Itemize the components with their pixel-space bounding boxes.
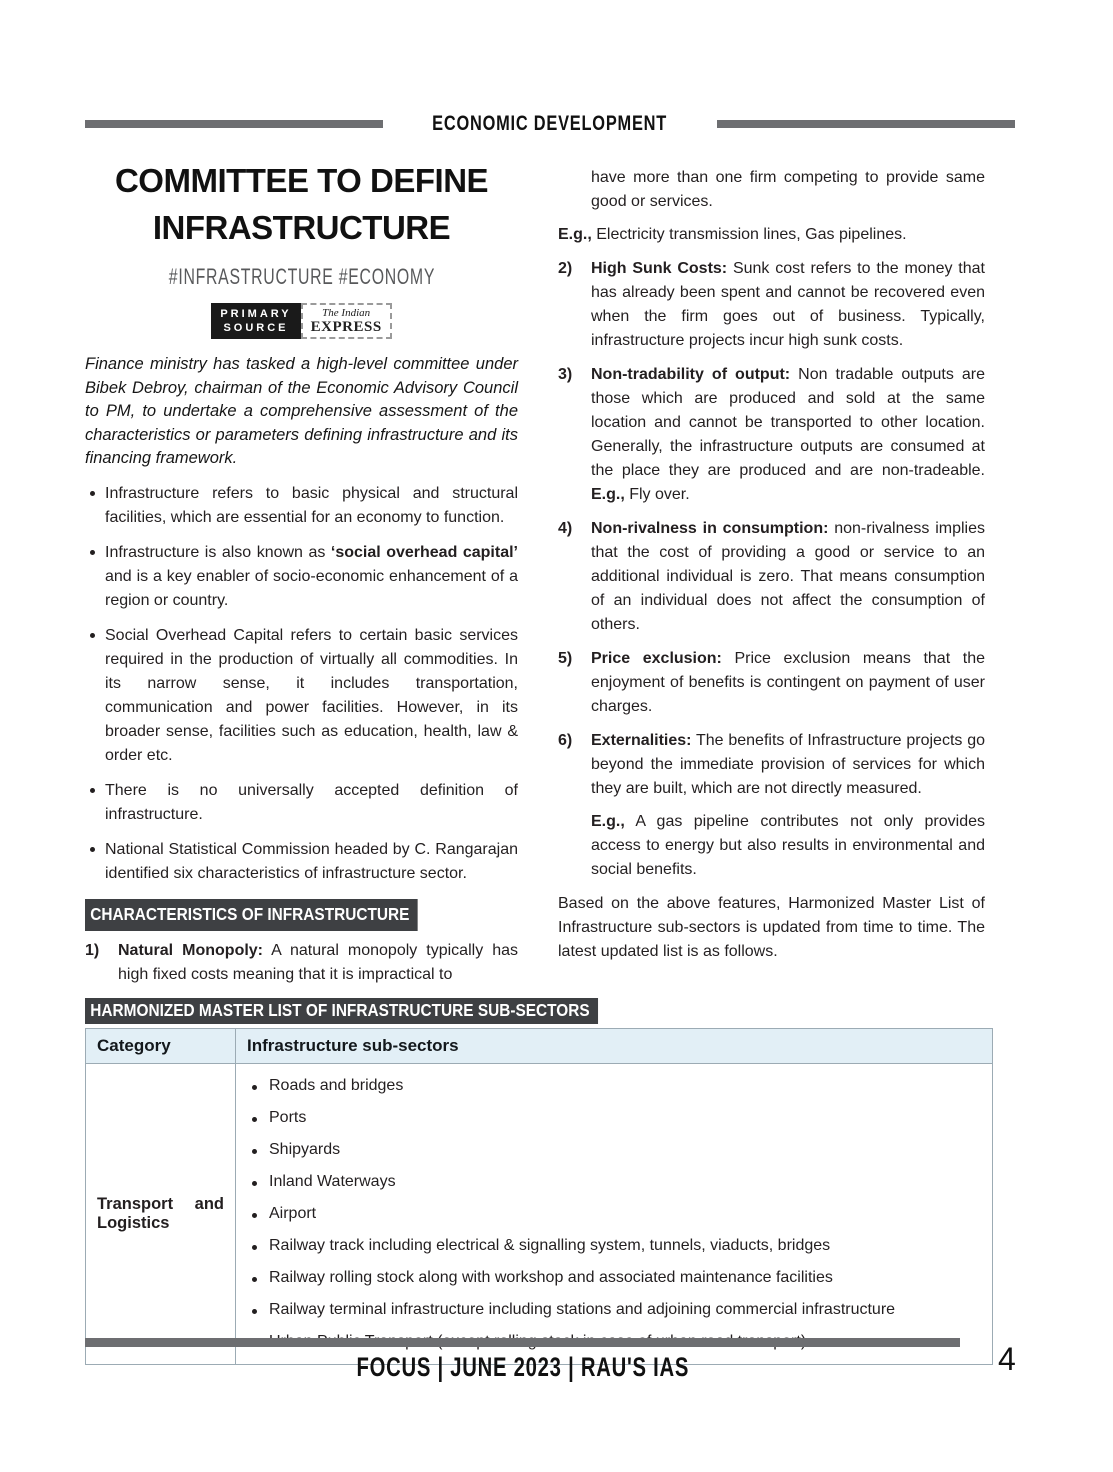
harmonized-list-section	[85, 998, 993, 1365]
text-run: Non-tradability of output:	[591, 366, 791, 383]
section-heading-wrap	[85, 897, 518, 938]
text-run: Fly over.	[624, 486, 690, 503]
table-list-item-text: Railway rolling stock along with workshop and associated maintenance facilities	[269, 1269, 833, 1286]
page-number: 4	[998, 1341, 1016, 1377]
table-heading: HARMONIZED MASTER LIST OF INFRASTRUCTURE SUB-SECTORS	[85, 998, 598, 1024]
text-run: Sunk cost refers to the money that has already been spent and cannot be recovered even when the firm goes out of business. Typically, infrastructure projects incur high sunk costs.	[591, 260, 985, 349]
text-run: High Sunk Costs:	[591, 260, 728, 277]
list-item	[85, 838, 518, 886]
numbered-item-text	[591, 257, 985, 353]
text-run: non-rivalness implies that the cost of providing a good or service to an additional individual is zero. That means consumption of an individual does not affect the consumption of others.	[591, 520, 985, 633]
numbered-item	[558, 363, 985, 507]
continuation-paragraph: have more than one firm competing to provide same good or services.	[591, 169, 985, 210]
characteristics-heading: CHARACTERISTICS OF INFRASTRUCTURE	[85, 899, 417, 930]
numbered-item	[85, 939, 518, 987]
text-run: E.g.,	[591, 486, 625, 503]
text-run: and is a key enabler of socio-economic enhancement of a region or country.	[105, 568, 518, 610]
text-run: National Statistical Commission headed by C. Rangarajan identified six characteristics of infrastructure sector.	[105, 841, 518, 883]
numbered-item	[558, 517, 985, 637]
primary-source-label	[211, 303, 300, 340]
numbered-item-text	[591, 647, 985, 719]
text-run: E.g.,	[591, 813, 625, 830]
bullet-icon	[252, 1245, 257, 1250]
bullet-icon	[90, 847, 95, 852]
numbered-item-index: 3)	[558, 366, 573, 383]
list-item-text	[105, 779, 518, 827]
text-run: There is no universally accepted definition of infrastructure.	[105, 782, 518, 824]
text-run: Externalities:	[591, 732, 692, 749]
express-logo-bottom: EXPRESS	[310, 318, 382, 335]
text-run: A gas pipeline contributes not only provides access to energy but also results in environmental and social benefits.	[591, 813, 985, 878]
table-body	[86, 1064, 993, 1365]
section-title: ECONOMIC DEVELOPMENT	[432, 112, 668, 135]
table-list-item	[248, 1070, 980, 1102]
numbered-item-index: 4)	[558, 520, 573, 537]
list-item-text	[105, 482, 518, 530]
right-column	[558, 150, 985, 997]
text-run: Social Overhead Capital refers to certain basic services required in the production of virtually all commodities. In its narrow sense, it includes transportation, communication and power facilities. However, in its broader sense, facilities such as education, health, law & order etc.	[105, 627, 518, 765]
hashtags-text: #INFRASTRUCTURE #ECONOMY	[168, 263, 435, 289]
sub-sectors-cell	[236, 1064, 993, 1365]
sub-sectors-table	[85, 1028, 993, 1365]
text-run: Natural Monopoly:	[118, 941, 264, 959]
footer-text: FOCUS | JUNE 2023 | RAU'S IAS	[356, 1352, 689, 1382]
column-header-subsectors: Infrastructure sub-sectors	[236, 1029, 993, 1064]
bullet-icon	[252, 1309, 257, 1314]
list-item	[85, 482, 518, 530]
table-row	[86, 1064, 993, 1365]
footer-text-wrap	[85, 1352, 960, 1383]
table-list-item	[248, 1166, 980, 1198]
numbered-item-text	[591, 363, 985, 507]
text-run: E.g.,	[558, 226, 592, 243]
article-title-line1: COMMITTEE TO DEFINE	[114, 162, 489, 199]
table-list-item	[248, 1262, 980, 1294]
text-run: Non tradable outputs are those which are produced and sold at the same location and cannot be transported to other location. Generally, the infrastructure outputs are consumed at the place they are produced and are non-tradeable.	[591, 366, 985, 479]
page-header	[85, 112, 1015, 136]
article-title-line2: INFRASTRUCTURE	[152, 208, 451, 246]
table-header-row	[86, 1029, 993, 1064]
primary-label-line2: SOURCE	[223, 322, 289, 335]
text-run: Non-rivalness in consumption:	[591, 520, 829, 537]
text-run: ‘social overhead capital’	[330, 544, 518, 562]
numbered-item	[558, 729, 985, 882]
hashtags	[85, 260, 518, 293]
bullet-icon	[90, 788, 95, 793]
list-item	[85, 541, 518, 613]
header-rule-right	[717, 120, 1015, 128]
text-run: A natural monopoly typically has high fixed costs meaning that it is impractical to	[118, 941, 518, 983]
text-run: The benefits of Infrastructure projects go beyond the immediate provision of services for which they are built, which are not directly measured.	[591, 732, 985, 797]
primary-source-badge	[85, 303, 518, 340]
numbered-item-index: 6)	[558, 732, 573, 749]
table-list-item-text: Railway terminal infrastructure including stations and adjoining commercial infrastructure	[269, 1301, 896, 1318]
text-run: Electricity transmission lines, Gas pipelines.	[591, 226, 907, 243]
table-list-item-text: Shipyards	[269, 1141, 341, 1158]
left-column	[85, 150, 518, 997]
numbered-item-index: 2)	[558, 260, 573, 277]
table-list-item	[248, 1294, 980, 1326]
closing-paragraph: Based on the above features, Harmonized Master List of Infrastructure sub-sectors is updated from time to time. The latest updated list is as follows.	[558, 895, 985, 960]
article-body	[85, 150, 985, 997]
numbered-item	[558, 647, 985, 719]
bullet-icon	[252, 1117, 257, 1122]
numbered-item	[558, 257, 985, 353]
article-title	[85, 158, 518, 252]
express-logo-top: The Indian	[322, 306, 371, 319]
table-list-item	[248, 1230, 980, 1262]
list-item	[85, 624, 518, 768]
text-run: Infrastructure is also known as	[105, 544, 331, 562]
primary-label-line1: PRIMARY	[220, 307, 292, 320]
intro-paragraph: Finance ministry has tasked a high-level committee under Bibek Debroy, chairman of the Economic Advisory Council to PM, to undertake a comprehensive assessment of the characteristics or parameters defining infrastructure and its financing framework.	[85, 355, 518, 467]
bullet-icon	[90, 550, 95, 555]
table-list-item-text: Ports	[269, 1109, 307, 1126]
indian-express-logo	[301, 303, 392, 340]
header-rule-left	[85, 120, 383, 128]
text-run: Price exclusion means that the enjoyment of benefits is contingent on payment of user charges.	[591, 650, 985, 715]
table-list-item	[248, 1198, 980, 1230]
list-item-text	[105, 541, 518, 613]
example-line	[558, 223, 985, 247]
text-run: Infrastructure refers to basic physical and structural facilities, which are essential for an economy to function.	[105, 485, 518, 527]
numbered-item-text	[591, 517, 985, 637]
bullet-icon	[252, 1277, 257, 1282]
footer-rule	[85, 1338, 960, 1347]
category-cell: Transport and Logistics	[86, 1064, 236, 1365]
bullet-list	[85, 482, 518, 886]
bullet-icon	[90, 491, 95, 496]
numbered-item-index: 5)	[558, 650, 573, 667]
bullet-icon	[252, 1181, 257, 1186]
table-list-item	[248, 1134, 980, 1166]
numbered-item-index: 1)	[85, 941, 100, 959]
numbered-list-right	[558, 257, 985, 882]
table-list-item-text: Roads and bridges	[269, 1077, 404, 1094]
list-item-text	[105, 624, 518, 768]
bullet-icon	[252, 1149, 257, 1154]
list-item	[85, 779, 518, 827]
table-head	[86, 1029, 993, 1064]
numbered-item-text	[118, 939, 518, 987]
table-list-item	[248, 1102, 980, 1134]
numbered-list-left	[85, 939, 518, 987]
numbered-item-example	[591, 810, 985, 882]
bullet-icon	[252, 1085, 257, 1090]
bullet-icon	[252, 1213, 257, 1218]
table-list-item-text: Airport	[269, 1205, 317, 1222]
list-item-text	[105, 838, 518, 886]
column-header-category: Category	[86, 1029, 236, 1064]
bullet-icon	[90, 633, 95, 638]
table-list-item-text: Railway track including electrical & signalling system, tunnels, viaducts, bridges	[269, 1237, 831, 1254]
text-run: Price exclusion:	[591, 650, 722, 667]
table-list-item-text: Inland Waterways	[269, 1173, 396, 1190]
numbered-item-text	[591, 729, 985, 882]
